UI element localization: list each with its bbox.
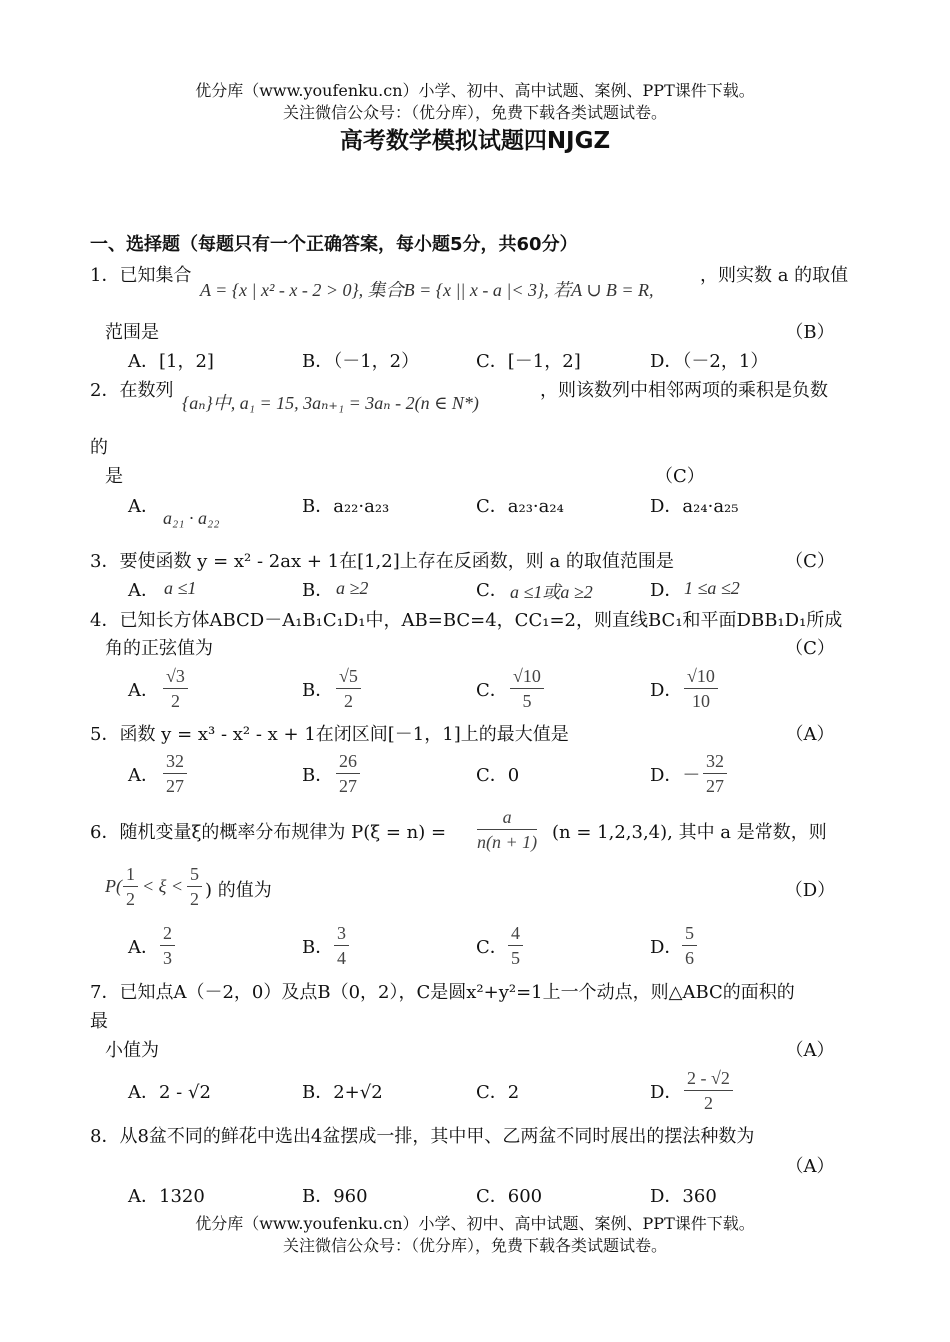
q6-line2-mid: < ξ < bbox=[142, 876, 184, 896]
q2-number: 2．在数列 bbox=[90, 380, 174, 401]
q4-a-num: √3 bbox=[163, 664, 188, 689]
q7-line-2: 最 bbox=[90, 1011, 108, 1032]
q6-pre: 6．随机变量ξ的概率分布规律为 P(ξ = n) = bbox=[90, 822, 447, 843]
q5-a-den: 27 bbox=[166, 776, 184, 796]
q4-line-2: 角的正弦值为 bbox=[105, 638, 213, 659]
q8-option-a: A．1320 bbox=[128, 1186, 205, 1207]
q4-b-num: √5 bbox=[336, 664, 361, 689]
q8-option-c: C．600 bbox=[476, 1186, 543, 1207]
q5-d-den: 27 bbox=[706, 776, 724, 796]
q4-option-d-fraction bbox=[684, 664, 718, 713]
q3-option-c: C． bbox=[476, 580, 508, 601]
q3-option-d-value: 1 ≤a ≤2 bbox=[684, 578, 740, 598]
q4-answer: （C） bbox=[785, 638, 835, 659]
q5-option-c: C．0 bbox=[476, 765, 520, 786]
q6-d-num: 5 bbox=[682, 921, 697, 946]
q4-option-b: B． bbox=[302, 680, 334, 701]
q5-b-den: 27 bbox=[339, 776, 357, 796]
q6-main-fraction bbox=[477, 805, 537, 854]
q7-line-3: 小值为 bbox=[105, 1040, 159, 1061]
q1-line-2: 范围是 bbox=[105, 322, 159, 343]
q6-r-num: 5 bbox=[187, 862, 202, 887]
q1-option-c: C．[－1，2] bbox=[476, 351, 581, 372]
q3-option-a: A． bbox=[128, 580, 159, 601]
footer-line-1: 优分库（www.youfenku.cn）小学、初中、高中试题、案例、PPT课件下载。 bbox=[195, 1214, 755, 1233]
q6-l-num: 1 bbox=[123, 862, 138, 887]
q4-option-c-fraction bbox=[510, 664, 544, 713]
q4-option-c: C． bbox=[476, 680, 508, 701]
q5-option-a-fraction bbox=[163, 749, 187, 798]
q3-text: 3．要使函数 y = x² - 2ax + 1在[1,2]上存在反函数，则 a 的取值范围是 bbox=[90, 551, 674, 572]
q4-c-den: 5 bbox=[522, 691, 532, 711]
q6-c-den: 5 bbox=[511, 948, 520, 968]
q4-b-den: 2 bbox=[343, 691, 353, 711]
q1-option-b: B．（－1，2） bbox=[302, 351, 420, 372]
q5-a-num: 32 bbox=[163, 749, 187, 774]
q6-r-den: 2 bbox=[190, 889, 199, 909]
q5-option-a: A． bbox=[128, 765, 159, 786]
q2-option-b: B．a₂₂·a₂₃ bbox=[302, 496, 390, 517]
q6-line2-post: ) 的值为 bbox=[205, 880, 272, 901]
q1-number: 1．已知集合 bbox=[90, 265, 192, 286]
q7-option-d: D． bbox=[650, 1082, 683, 1103]
q6-b-num: 3 bbox=[334, 921, 349, 946]
q6-frac-num: a bbox=[477, 805, 537, 830]
q3-option-d: D． bbox=[650, 580, 683, 601]
q2-formula: {aₙ}中, a₁ = 15, 3aₙ₊₁ = 3aₙ - 2(n ∈ N*) bbox=[182, 393, 479, 413]
q1-option-a: A．[1，2] bbox=[128, 351, 214, 372]
q6-option-c: C． bbox=[476, 937, 508, 958]
q6-b-den: 4 bbox=[337, 948, 346, 968]
section-heading: 一、选择题（每题只有一个正确答案，每小题5分，共60分） bbox=[90, 234, 578, 255]
q6-option-d: D． bbox=[650, 937, 683, 958]
q4-d-den: 10 bbox=[691, 691, 710, 711]
q5-option-b-fraction bbox=[336, 749, 360, 798]
q4-option-d: D． bbox=[650, 680, 683, 701]
q6-c-num: 4 bbox=[508, 921, 523, 946]
q7-option-d-fraction bbox=[684, 1066, 733, 1115]
q6-left-fraction bbox=[123, 862, 138, 911]
q6-right-fraction bbox=[187, 862, 202, 911]
page-title: 高考数学模拟试题四NJGZ bbox=[339, 128, 611, 154]
q4-d-num: √10 bbox=[684, 664, 718, 689]
header-line-2: 关注微信公众号：（优分库），免费下载各类试题试卷。 bbox=[282, 103, 667, 122]
q3-option-b: B． bbox=[302, 580, 334, 601]
q7-option-c: C．2 bbox=[476, 1082, 520, 1103]
q7-option-b: B．2+√2 bbox=[302, 1082, 383, 1103]
q1-answer: （B） bbox=[785, 322, 835, 343]
q6-option-a: A． bbox=[128, 937, 159, 958]
q5-option-d: D．－ bbox=[650, 765, 701, 786]
q8-option-b: B．960 bbox=[302, 1186, 368, 1207]
q3-answer: （C） bbox=[785, 551, 835, 572]
q7-line-1: 7．已知点A（－2，0）及点B（0，2），C是圆x²+y²=1上一个动点，则△ABC的面积的 bbox=[90, 982, 795, 1003]
q3-option-b-value: a ≥2 bbox=[336, 578, 369, 598]
q8-line-1: 8．从8盆不同的鲜花中选出4盆摆成一排，其中甲、乙两盆不同时展出的摆法种数为 bbox=[90, 1126, 755, 1147]
q4-c-num: √10 bbox=[510, 664, 544, 689]
q6-line2-pre: P( bbox=[105, 876, 122, 896]
q2-option-a: A． bbox=[128, 496, 159, 517]
q6-option-d-fraction bbox=[682, 921, 697, 970]
q2-tail: ，则该数列中相邻两项的乘积是负数 bbox=[540, 380, 828, 401]
q6-a-num: 2 bbox=[160, 921, 175, 946]
q6-answer: （D） bbox=[784, 880, 836, 901]
q6-option-b-fraction bbox=[334, 921, 349, 970]
q6-option-a-fraction bbox=[160, 921, 175, 970]
q4-a-den: 2 bbox=[170, 691, 180, 711]
q2-line-3: 是 bbox=[105, 466, 123, 487]
q5-option-d-fraction bbox=[703, 749, 727, 798]
q5-d-num: 32 bbox=[703, 749, 727, 774]
footer-line-2: 关注微信公众号：（优分库），免费下载各类试题试卷。 bbox=[282, 1236, 667, 1255]
q5-text: 5．函数 y = x³ - x² - x + 1在闭区间[－1，1]上的最大值是 bbox=[90, 724, 569, 745]
q2-line-2: 的 bbox=[90, 437, 108, 458]
q3-option-c-value: a ≤1或a ≥2 bbox=[510, 582, 593, 602]
q3-option-a-value: a ≤1 bbox=[164, 578, 197, 598]
q7-d-den: 2 bbox=[703, 1093, 713, 1113]
q6-post: (n = 1,2,3,4), 其中 a 是常数，则 bbox=[552, 822, 827, 843]
q4-line-1: 4．已知长方体ABCD－A₁B₁C₁D₁中，AB=BC=4，CC₁=2，则直线BC₁和平面DBB₁D₁所成 bbox=[90, 610, 843, 631]
q6-a-den: 3 bbox=[163, 948, 172, 968]
q2-option-c: C．a₂₃·a₂₄ bbox=[476, 496, 564, 517]
q7-d-num: 2 - √2 bbox=[684, 1066, 733, 1091]
q1-option-d: D．（－2，1） bbox=[650, 351, 769, 372]
q2-answer: （C） bbox=[655, 466, 705, 487]
header-line-1: 优分库（www.youfenku.cn）小学、初中、高中试题、案例、PPT课件下载。 bbox=[195, 81, 755, 100]
q2-option-a-value: a₂₁ · a₂₂ bbox=[163, 508, 220, 528]
q5-b-num: 26 bbox=[336, 749, 360, 774]
q1-tail: ，则实数 a 的取值 bbox=[700, 265, 849, 286]
q5-answer: （A） bbox=[785, 724, 835, 745]
q6-l-den: 2 bbox=[126, 889, 135, 909]
q4-option-a: A． bbox=[128, 680, 159, 701]
q8-answer: （A） bbox=[785, 1156, 835, 1177]
q6-option-c-fraction bbox=[508, 921, 523, 970]
q4-option-b-fraction bbox=[336, 664, 361, 713]
q6-frac-den: n(n + 1) bbox=[477, 832, 538, 852]
q7-option-a: A．2 - √2 bbox=[128, 1082, 211, 1103]
q2-option-d: D．a₂₄·a₂₅ bbox=[650, 496, 739, 517]
q5-option-b: B． bbox=[302, 765, 334, 786]
q6-d-den: 6 bbox=[685, 948, 694, 968]
q8-option-d: D．360 bbox=[650, 1186, 717, 1207]
q4-option-a-fraction bbox=[163, 664, 188, 713]
q6-option-b: B． bbox=[302, 937, 334, 958]
q7-answer: （A） bbox=[785, 1040, 835, 1061]
q1-formula: A = {x | x² - x - 2 > 0}, 集合B = {x || x - a |< 3}, 若A ∪ B = R, bbox=[200, 280, 654, 300]
